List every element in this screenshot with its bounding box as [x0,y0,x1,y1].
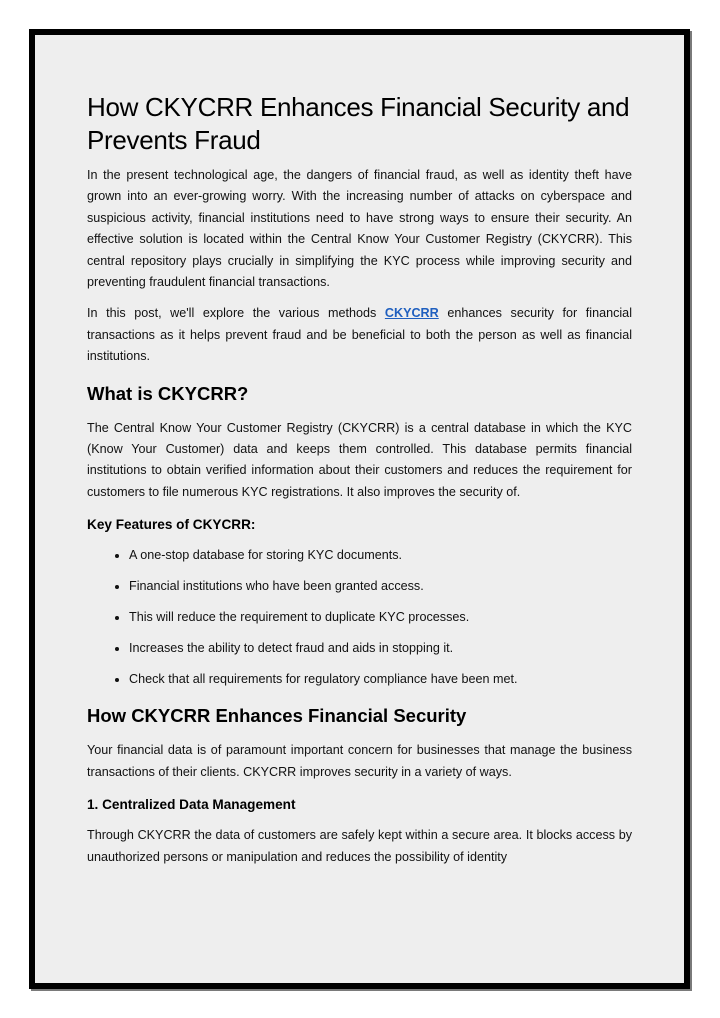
list-item: • Financial institutions who have been granted access. [129,576,632,597]
document-title: How CKYCRR Enhances Financial Security and Prevents Fraud [87,92,630,155]
document-content [87,91,632,878]
features-list [87,545,632,690]
list-item: • A one-stop database for storing KYC documents. [129,545,632,566]
section-heading-what-is: What is CKYCRR? [87,382,249,404]
section-paragraph-security: Your financial data is of paramount important concern for businesses that manage the business transactions of their clients. CKYCRR improves security in a variety of ways. [87,743,632,779]
document-page [29,29,690,989]
subheading-centralized-data: 1. Centralized Data Management [87,797,296,813]
features-heading: Key Features of CKYCRR: [87,517,256,533]
ckycrr-link[interactable]: CKYCRR [384,306,439,321]
list-item: • Check that all requirements for regulatory compliance have been met. [129,669,632,690]
intro-paragraph-2-end: enhances security for financial transactions as it helps prevent fraud and be beneficial to both the person as well as financial institutions. [87,306,632,364]
intro-paragraph-2-start: In this post, we'll explore the various methods [87,306,385,321]
intro-paragraph-1: In the present technological age, the dangers of financial fraud, as well as identity theft have grown into an ever-growing worry. With the increasing number of attacks on cyberspace and suspicious activity, financial institutions need to have strong ways to ensure their security. An effective solution is located within the Central Know Your Customer Registry (CKYCRR). This central repository plays crucially in simplifying the KYC process while improving security and preventing fraudulent financial transactions. [87,168,632,290]
intro-paragraph-2 [87,303,632,367]
section-paragraph-what-is: The Central Know Your Customer Registry (CKYCRR) is a central database in which the KYC (Know Your Customer) data and keeps them controlled. This database permits financial institutions to obtain verified information about their customers and reduces the requirement for customers to file numerous KYC registrations. It also improves the security of. [87,420,632,499]
section-heading-security: How CKYCRR Enhances Financial Security [87,705,467,727]
subsection-paragraph-centralized-data: Through CKYCRR the data of customers are safely kept within a secure area. It blocks access by unauthorized persons or manipulation and reduces the possibility of identity [87,828,632,864]
list-item: • Increases the ability to detect fraud and aids in stopping it. [129,638,632,659]
list-item: • This will reduce the requirement to duplicate KYC processes. [129,607,632,628]
